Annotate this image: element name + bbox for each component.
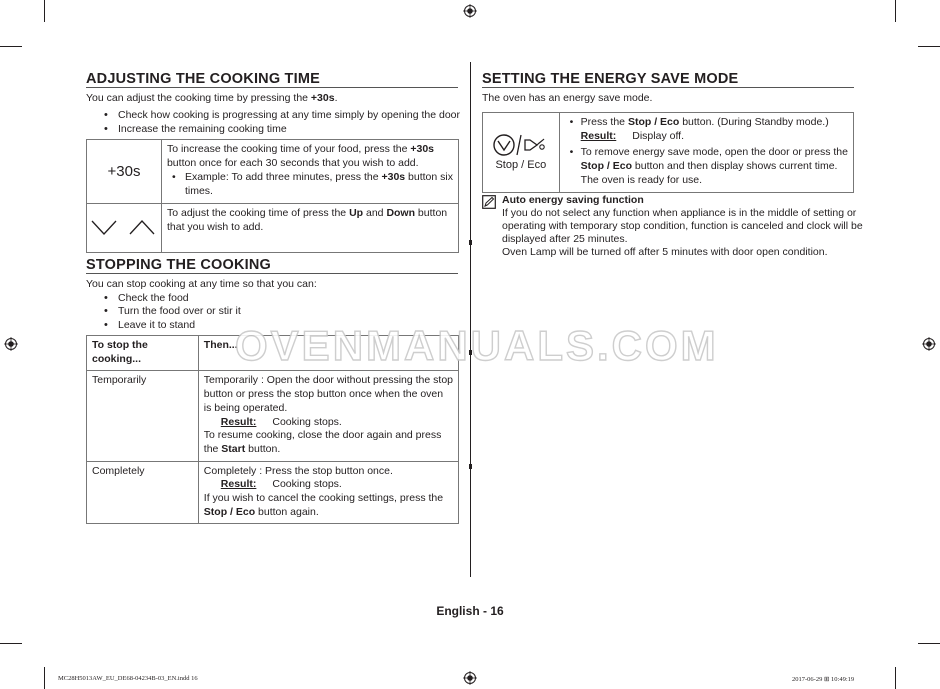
stop-eco-icon: [492, 132, 550, 158]
divider-tick: [469, 240, 472, 245]
section-title-energy-save: SETTING THE ENERGY SAVE MODE: [482, 71, 739, 87]
note-line: displayed after 25 minutes.: [502, 233, 628, 245]
adjust-intro: You can adjust the cooking time by pressing the +30s.: [86, 92, 338, 104]
crop-mark: [918, 643, 940, 644]
title-rule: [482, 87, 854, 88]
stopping-bullet: • Turn the food over or stir it: [118, 305, 241, 319]
crop-mark: [0, 46, 22, 47]
stop-eco-button-cell: [483, 113, 560, 193]
row-description: Temporarily : Open the door without pressing the stop button or press the stop button once when the oven is being operated. Result: Cooking stops. To resume cooking, close the door again and press the Start button.: [198, 371, 458, 461]
registration-mark-icon: [4, 337, 18, 351]
crop-mark: [44, 0, 45, 22]
adjust-row-up-down: [87, 203, 459, 252]
adjust-bullet: • Check how cooking is progressing at any time simply by opening the door: [118, 109, 460, 123]
note-title: Auto energy saving function: [502, 194, 644, 206]
registration-mark-icon: [922, 337, 936, 351]
row-label: Completely: [87, 461, 199, 524]
title-rule: [86, 273, 458, 274]
up-down-arrows-icon: [87, 203, 162, 252]
footer-filename: MC28H5013AW_EU_DE68-04234B-03_EN.indd 16: [58, 675, 198, 682]
adjust-30s-description: To increase the cooking time of your food, press the +30s button once for each 30 seconds that you wish to add. • Example: To add three minutes, press the +30s button six times.: [161, 140, 458, 204]
adjust-up-down-description: To adjust the cooking time of press the Up and Down button that you wish to add.: [161, 203, 458, 252]
crop-mark: [895, 667, 896, 689]
footer-timestamp: 2017-06-29 ⊞ 10:49:19: [792, 676, 855, 683]
section-title-stopping: STOPPING THE COOKING: [86, 257, 272, 273]
title-rule: [86, 87, 458, 88]
row-description: Completely : Press the stop button once. Result: Cooking stops. If you wish to cancel the cooking settings, press the Stop / Eco button again.: [198, 461, 458, 524]
page-number: English - 16: [436, 604, 504, 618]
crop-mark: [44, 667, 45, 689]
energy-row: [483, 113, 854, 193]
plus-30s-button-icon: +30s: [87, 140, 162, 204]
section-title-adjusting: ADJUSTING THE COOKING TIME: [86, 71, 320, 87]
stopping-bullet: • Check the food: [118, 292, 189, 306]
stopping-intro: You can stop cooking at any time so that you can:: [86, 278, 317, 290]
stop-eco-label: Stop / Eco: [495, 158, 547, 171]
note-line: If you do not select any function when appliance is in the middle of setting or: [502, 207, 857, 219]
energy-intro: The oven has an energy save mode.: [482, 92, 653, 104]
stopping-row-completely: [87, 461, 459, 524]
energy-table: [482, 112, 854, 193]
energy-description: • Press the Stop / Eco button. (During Standby mode.) Result: Display off. • To remove energy save mode, open the door or press the Stop / Eco button and then display shows current time. The oven is ready for use.: [559, 113, 853, 193]
divider-tick: [469, 464, 472, 469]
note-line: operating with temporary stop condition, function is canceled and clock will be: [502, 220, 863, 232]
note-line: Oven Lamp will be turned off after 5 minutes with door open condition.: [502, 246, 828, 258]
header-to-stop: To stop the cooking...: [87, 336, 199, 371]
crop-mark: [0, 643, 22, 644]
note-pencil-icon: [482, 195, 496, 209]
registration-mark-icon: [463, 671, 477, 685]
row-label: Temporarily: [87, 371, 199, 461]
watermark: OVENMANUALS.COM: [235, 322, 719, 369]
adjust-row-30s: [87, 140, 459, 204]
adjust-bullet: • Increase the remaining cooking time: [118, 123, 287, 137]
column-divider: [470, 62, 471, 577]
crop-mark: [895, 0, 896, 22]
registration-mark-icon: [463, 4, 477, 18]
stopping-bullet: • Leave it to stand: [118, 319, 195, 333]
crop-mark: [918, 46, 940, 47]
header-then: Then...: [198, 336, 458, 371]
adjust-table: [86, 139, 459, 253]
stopping-row-temporarily: [87, 371, 459, 461]
